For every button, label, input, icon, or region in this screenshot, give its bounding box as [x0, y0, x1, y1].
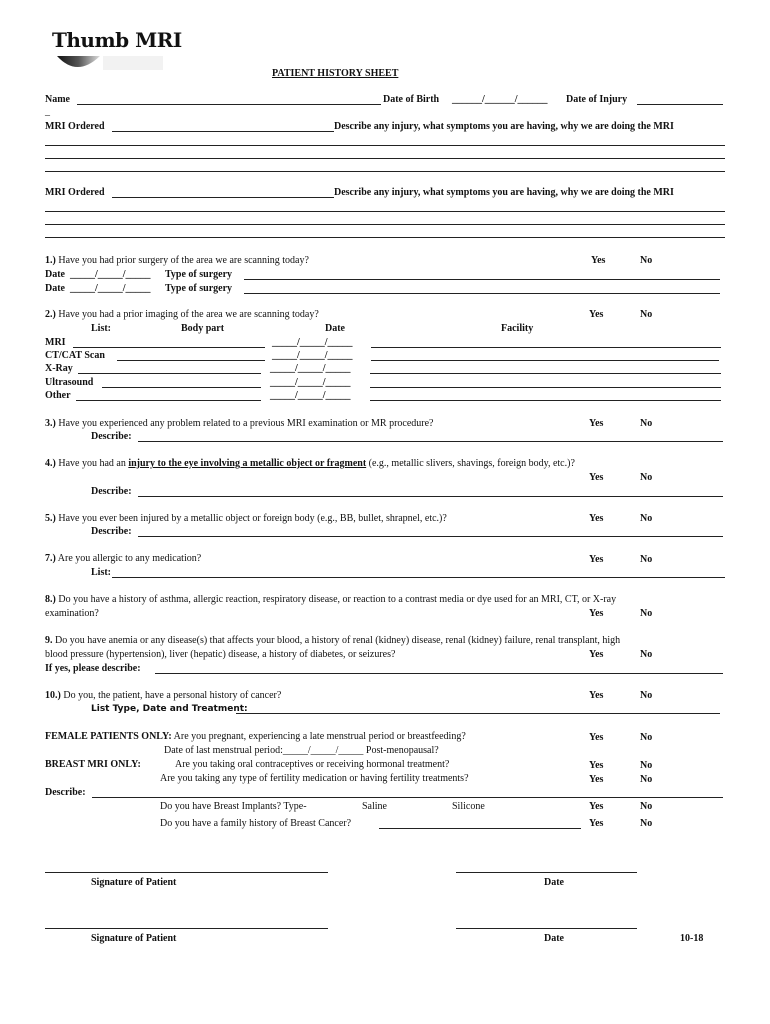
q5-yes[interactable]: Yes [589, 513, 604, 524]
describe-line[interactable] [45, 145, 725, 146]
q2-yes[interactable]: Yes [589, 309, 604, 320]
form-code: 10-18 [680, 933, 704, 944]
q2-row-label: Ultrasound [45, 377, 94, 388]
implants-saline[interactable]: Saline [362, 801, 387, 812]
implants-question: Do you have Breast Implants? Type- [160, 801, 307, 812]
name-field[interactable] [77, 104, 381, 105]
q4-no[interactable]: No [640, 472, 653, 483]
dob-field[interactable]: ______/______/______ [452, 94, 548, 105]
female-yes[interactable]: Yes [589, 732, 604, 743]
describe-line[interactable] [45, 158, 725, 159]
q2-date-field[interactable]: _____/_____/_____ [270, 390, 351, 401]
describe-line[interactable] [45, 211, 725, 212]
q2-facility-field[interactable] [371, 347, 721, 348]
q5-describe-label: Describe: [91, 526, 132, 537]
q3-no[interactable]: No [640, 418, 653, 429]
q5-describe-field[interactable] [138, 536, 723, 537]
breast-describe-label: Describe: [45, 787, 86, 798]
date-line[interactable] [456, 928, 637, 929]
q3-describe-field[interactable] [138, 441, 723, 442]
q2-col-body: Body part [181, 323, 225, 334]
q7-list-field[interactable] [112, 577, 725, 578]
lmp-question: Date of last menstrual period:_____/_____/_____ Post-menopausal? [164, 745, 439, 756]
breast-label: BREAST MRI ONLY: [45, 759, 141, 770]
q1-type-field[interactable] [244, 279, 720, 280]
q1-question: 1.) Have you had prior surgery of the area we are scanning today? [45, 255, 309, 266]
q2-date-field[interactable]: _____/_____/_____ [270, 363, 351, 374]
q5-question: 5.) Have you ever been injured by a metallic object or foreign body (e.g., BB, bullet, shrapnel, etc.)? [45, 513, 447, 524]
q2-facility-field[interactable] [371, 360, 719, 361]
describe-line[interactable] [45, 171, 725, 172]
date-label: Date [544, 877, 564, 888]
breast-q1: Are you taking oral contraceptives or receiving hormonal treatment? [175, 759, 450, 770]
q9-if-yes-label: If yes, please describe: [45, 663, 141, 674]
q2-row-label: MRI [45, 337, 66, 348]
q2-body-field[interactable] [73, 347, 265, 348]
q8-no[interactable]: No [640, 608, 653, 619]
implants-silicone[interactable]: Silicone [452, 801, 485, 812]
name-label: Name [45, 94, 70, 105]
q2-facility-field[interactable] [370, 373, 721, 374]
breast-q2-no[interactable]: No [640, 774, 653, 785]
q3-describe-label: Describe: [91, 431, 132, 442]
logo-mark [55, 52, 165, 78]
female-question: FEMALE PATIENTS ONLY: Are you pregnant, experiencing a late menstrual period or breastfeeding? [45, 731, 466, 742]
q4-yes[interactable]: Yes [589, 472, 604, 483]
q10-question: 10.) Do you, the patient, have a personal history of cancer? [45, 690, 282, 701]
q1-date-label: Date [45, 283, 65, 294]
doi-label: Date of Injury [566, 94, 628, 105]
q2-question: 2.) Have you had a prior imaging of the area we are scanning today? [45, 309, 319, 320]
q2-col-list: List: [91, 323, 111, 334]
q9-no[interactable]: No [640, 649, 653, 660]
q1-date-field[interactable]: _____/_____/_____ [70, 269, 151, 280]
signature-label: Signature of Patient [91, 877, 177, 888]
mri-ordered-field-1[interactable] [112, 131, 334, 132]
implants-yes[interactable]: Yes [589, 801, 604, 812]
q4-describe-label: Describe: [91, 486, 132, 497]
q2-body-field[interactable] [117, 360, 265, 361]
q4-question: 4.) Have you had an injury to the eye involving a metallic object or fragment (e.g., metallic slivers, shavings, foreign body, etc.)? [45, 458, 575, 469]
q9-describe-field[interactable] [155, 673, 723, 674]
stray-mark: _ [45, 106, 50, 117]
q1-date-field[interactable]: _____/_____/_____ [70, 283, 151, 294]
mri-ordered-label-1: MRI Ordered [45, 121, 105, 132]
date-line[interactable] [456, 872, 637, 873]
q7-question: 7.) Are you allergic to any medication? [45, 553, 202, 564]
q10-list-field[interactable] [236, 713, 720, 714]
q3-yes[interactable]: Yes [589, 418, 604, 429]
q2-body-field[interactable] [78, 373, 261, 374]
breast-q1-no[interactable]: No [640, 760, 653, 771]
q1-yes[interactable]: Yes [591, 255, 606, 266]
q8-yes[interactable]: Yes [589, 608, 604, 619]
breast-q1-yes[interactable]: Yes [589, 760, 604, 771]
signature-label: Signature of Patient [91, 933, 177, 944]
q7-no[interactable]: No [640, 554, 653, 565]
q8-question: 8.) Do you have a history of asthma, allergic reaction, respiratory disease, or reaction to a contrast media or dye used for an MRI, CT, or X-ray [45, 594, 617, 605]
q9-question-cont: blood pressure (hypertension), liver (hepatic) disease, a history of diabetes, or seizures? [45, 649, 396, 660]
q10-no[interactable]: No [640, 690, 653, 701]
signature-line[interactable] [45, 872, 328, 873]
family-history-question: Do you have a family history of Breast Cancer? [160, 818, 352, 829]
q1-date-label: Date [45, 269, 65, 280]
describe-line[interactable] [45, 224, 725, 225]
dob-label: Date of Birth [383, 94, 440, 105]
signature-line[interactable] [45, 928, 328, 929]
q3-question: 3.) Have you experienced any problem related to a previous MRI examination or MR procedure? [45, 418, 434, 429]
describe-line[interactable] [45, 237, 725, 238]
page-title: PATIENT HISTORY SHEET [272, 68, 399, 79]
q2-body-field[interactable] [102, 387, 261, 388]
q2-row-label: X-Ray [45, 363, 73, 374]
doi-field[interactable] [637, 104, 723, 105]
breast-q2: Are you taking any type of fertility medication or having fertility treatments? [160, 773, 469, 784]
family-no[interactable]: No [640, 818, 653, 829]
q9-yes[interactable]: Yes [589, 649, 604, 660]
describe-label-2: Describe any injury, what symptoms you are having, why we are doing the MRI [334, 187, 674, 198]
family-yes[interactable]: Yes [589, 818, 604, 829]
q7-list-label: List: [91, 567, 111, 578]
q2-date-field[interactable]: _____/_____/_____ [272, 337, 353, 348]
q2-col-facility: Facility [501, 323, 534, 334]
mri-ordered-label-2: MRI Ordered [45, 187, 105, 198]
q2-facility-field[interactable] [370, 400, 721, 401]
q2-date-field[interactable]: _____/_____/_____ [272, 350, 353, 361]
q1-type-field[interactable] [244, 293, 720, 294]
q2-body-field[interactable] [76, 400, 261, 401]
breast-q2-yes[interactable]: Yes [589, 774, 604, 785]
q2-col-date: Date [325, 323, 345, 334]
q1-no[interactable]: No [640, 255, 653, 266]
implants-no[interactable]: No [640, 801, 653, 812]
q10-list-label: List Type, Date and Treatment: [91, 704, 248, 714]
q2-row-label: Other [45, 390, 71, 401]
q1-type-label: Type of surgery [165, 269, 233, 280]
q9-question: 9. Do you have anemia or any disease(s) that affects your blood, a history of renal (kidney) disease, renal (kidney) failure, renal transplant, high [45, 635, 621, 646]
q2-no[interactable]: No [640, 309, 653, 320]
q7-yes[interactable]: Yes [589, 554, 604, 565]
female-no[interactable]: No [640, 732, 653, 743]
describe-label-1: Describe any injury, what symptoms you are having, why we are doing the MRI [334, 121, 674, 132]
q2-row-label: CT/CAT Scan [45, 350, 105, 361]
q2-facility-field[interactable] [370, 387, 721, 388]
breast-describe-field[interactable] [92, 797, 723, 798]
q1-type-label: Type of surgery [165, 283, 233, 294]
logo-title: Thumb MRI [52, 28, 182, 52]
q4-describe-field[interactable] [138, 496, 723, 497]
q5-no[interactable]: No [640, 513, 653, 524]
q10-yes[interactable]: Yes [589, 690, 604, 701]
q2-date-field[interactable]: _____/_____/_____ [270, 377, 351, 388]
mri-ordered-field-2[interactable] [112, 197, 334, 198]
date-label: Date [544, 933, 564, 944]
family-history-field[interactable] [379, 828, 581, 829]
q8-question-cont: examination? [45, 608, 99, 619]
